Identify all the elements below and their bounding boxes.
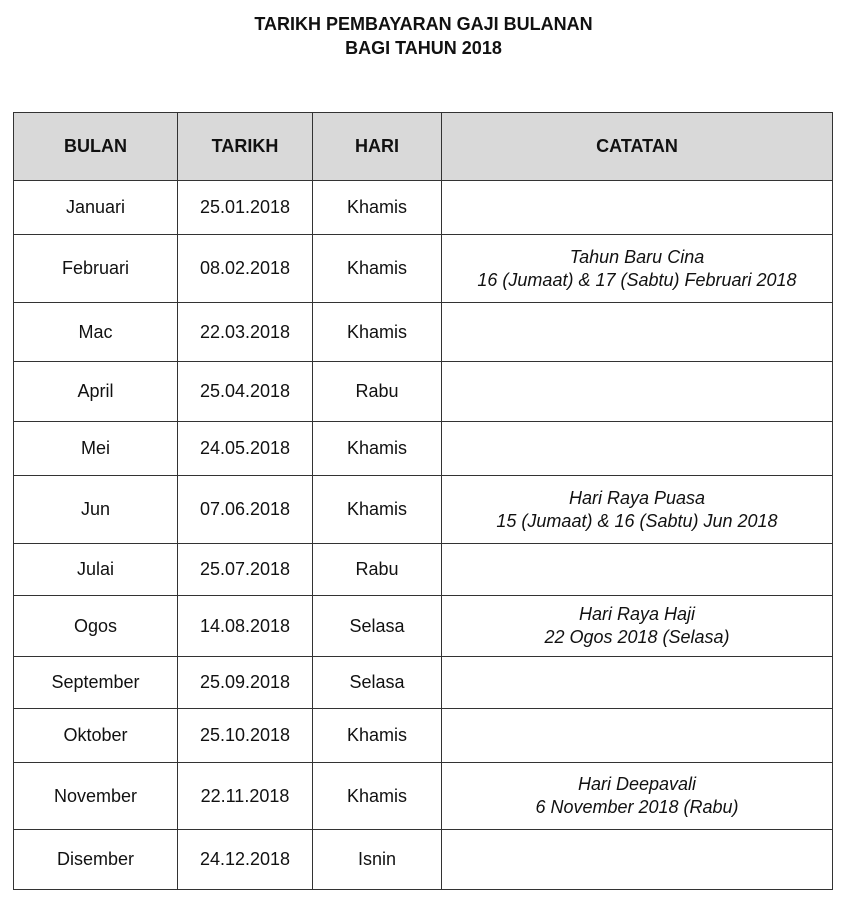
cell-hari: Isnin	[313, 830, 442, 890]
table-row	[14, 362, 833, 422]
header-tarikh: TARIKH	[178, 113, 313, 181]
cell-hari: Khamis	[313, 303, 442, 362]
note-detail: 22 Ogos 2018 (Selasa)	[544, 627, 730, 647]
cell-tarikh: 14.08.2018	[178, 596, 313, 657]
document-subtitle: BAGI TAHUN 2018	[345, 38, 502, 58]
cell-hari: Khamis	[313, 476, 442, 544]
note-title: Tahun Baru Cina	[569, 246, 705, 267]
cell-catatan	[442, 235, 833, 303]
cell-hari: Rabu	[313, 544, 442, 596]
table-header-row	[14, 113, 833, 181]
cell-bulan: Julai	[14, 544, 178, 596]
cell-catatan	[442, 181, 833, 235]
cell-tarikh: 08.02.2018	[178, 235, 313, 303]
cell-tarikh: 22.11.2018	[178, 763, 313, 830]
note-title: Hari Deepavali	[577, 774, 697, 794]
cell-tarikh: 22.03.2018	[178, 303, 313, 362]
header-catatan: CATATAN	[442, 113, 833, 181]
cell-tarikh: 25.07.2018	[178, 544, 313, 596]
cell-hari: Khamis	[313, 235, 442, 303]
cell-tarikh: 25.04.2018	[178, 362, 313, 422]
cell-catatan	[442, 596, 833, 657]
cell-hari: Khamis	[313, 709, 442, 763]
cell-hari: Khamis	[313, 763, 442, 830]
note-detail: 15 (Jumaat) & 16 (Sabtu) Jun 2018	[496, 510, 778, 531]
cell-catatan	[442, 303, 833, 362]
cell-catatan	[442, 544, 833, 596]
salary-date-table	[13, 112, 833, 890]
table-row	[14, 422, 833, 476]
cell-hari: Selasa	[313, 657, 442, 709]
cell-catatan	[442, 422, 833, 476]
header-hari: HARI	[313, 113, 442, 181]
cell-bulan: Mei	[14, 422, 178, 476]
table-row	[14, 596, 833, 657]
table-row	[14, 709, 833, 763]
cell-tarikh: 25.01.2018	[178, 181, 313, 235]
table-row	[14, 303, 833, 362]
table-row	[14, 763, 833, 830]
note-detail: 16 (Jumaat) & 17 (Sabtu) Februari 2018	[477, 269, 797, 290]
cell-catatan	[442, 830, 833, 890]
cell-bulan: Februari	[14, 235, 178, 303]
table-row	[14, 657, 833, 709]
document-title: TARIKH PEMBAYARAN GAJI BULANAN	[254, 14, 593, 34]
cell-bulan: Januari	[14, 181, 178, 235]
cell-catatan	[442, 763, 833, 830]
cell-hari: Khamis	[313, 181, 442, 235]
table-row	[14, 544, 833, 596]
cell-tarikh: 25.09.2018	[178, 657, 313, 709]
table-row	[14, 235, 833, 303]
cell-hari: Selasa	[313, 596, 442, 657]
table-row	[14, 476, 833, 544]
cell-hari: Rabu	[313, 362, 442, 422]
cell-bulan: April	[14, 362, 178, 422]
note-title: Hari Raya Puasa	[568, 487, 706, 508]
header-bulan: BULAN	[14, 113, 178, 181]
cell-catatan	[442, 657, 833, 709]
cell-tarikh: 24.05.2018	[178, 422, 313, 476]
cell-tarikh: 25.10.2018	[178, 709, 313, 763]
cell-bulan: Disember	[14, 830, 178, 890]
cell-catatan	[442, 362, 833, 422]
table-row	[14, 181, 833, 235]
cell-bulan: Ogos	[14, 596, 178, 657]
table-row	[14, 830, 833, 890]
cell-catatan	[442, 709, 833, 763]
cell-bulan: November	[14, 763, 178, 830]
cell-hari: Khamis	[313, 422, 442, 476]
cell-tarikh: 07.06.2018	[178, 476, 313, 544]
cell-catatan	[442, 476, 833, 544]
cell-bulan: Mac	[14, 303, 178, 362]
cell-bulan: Oktober	[14, 709, 178, 763]
note-detail: 6 November 2018 (Rabu)	[535, 797, 739, 817]
cell-bulan: Jun	[14, 476, 178, 544]
note-title: Hari Raya Haji	[578, 604, 696, 624]
cell-tarikh: 24.12.2018	[178, 830, 313, 890]
cell-bulan: September	[14, 657, 178, 709]
